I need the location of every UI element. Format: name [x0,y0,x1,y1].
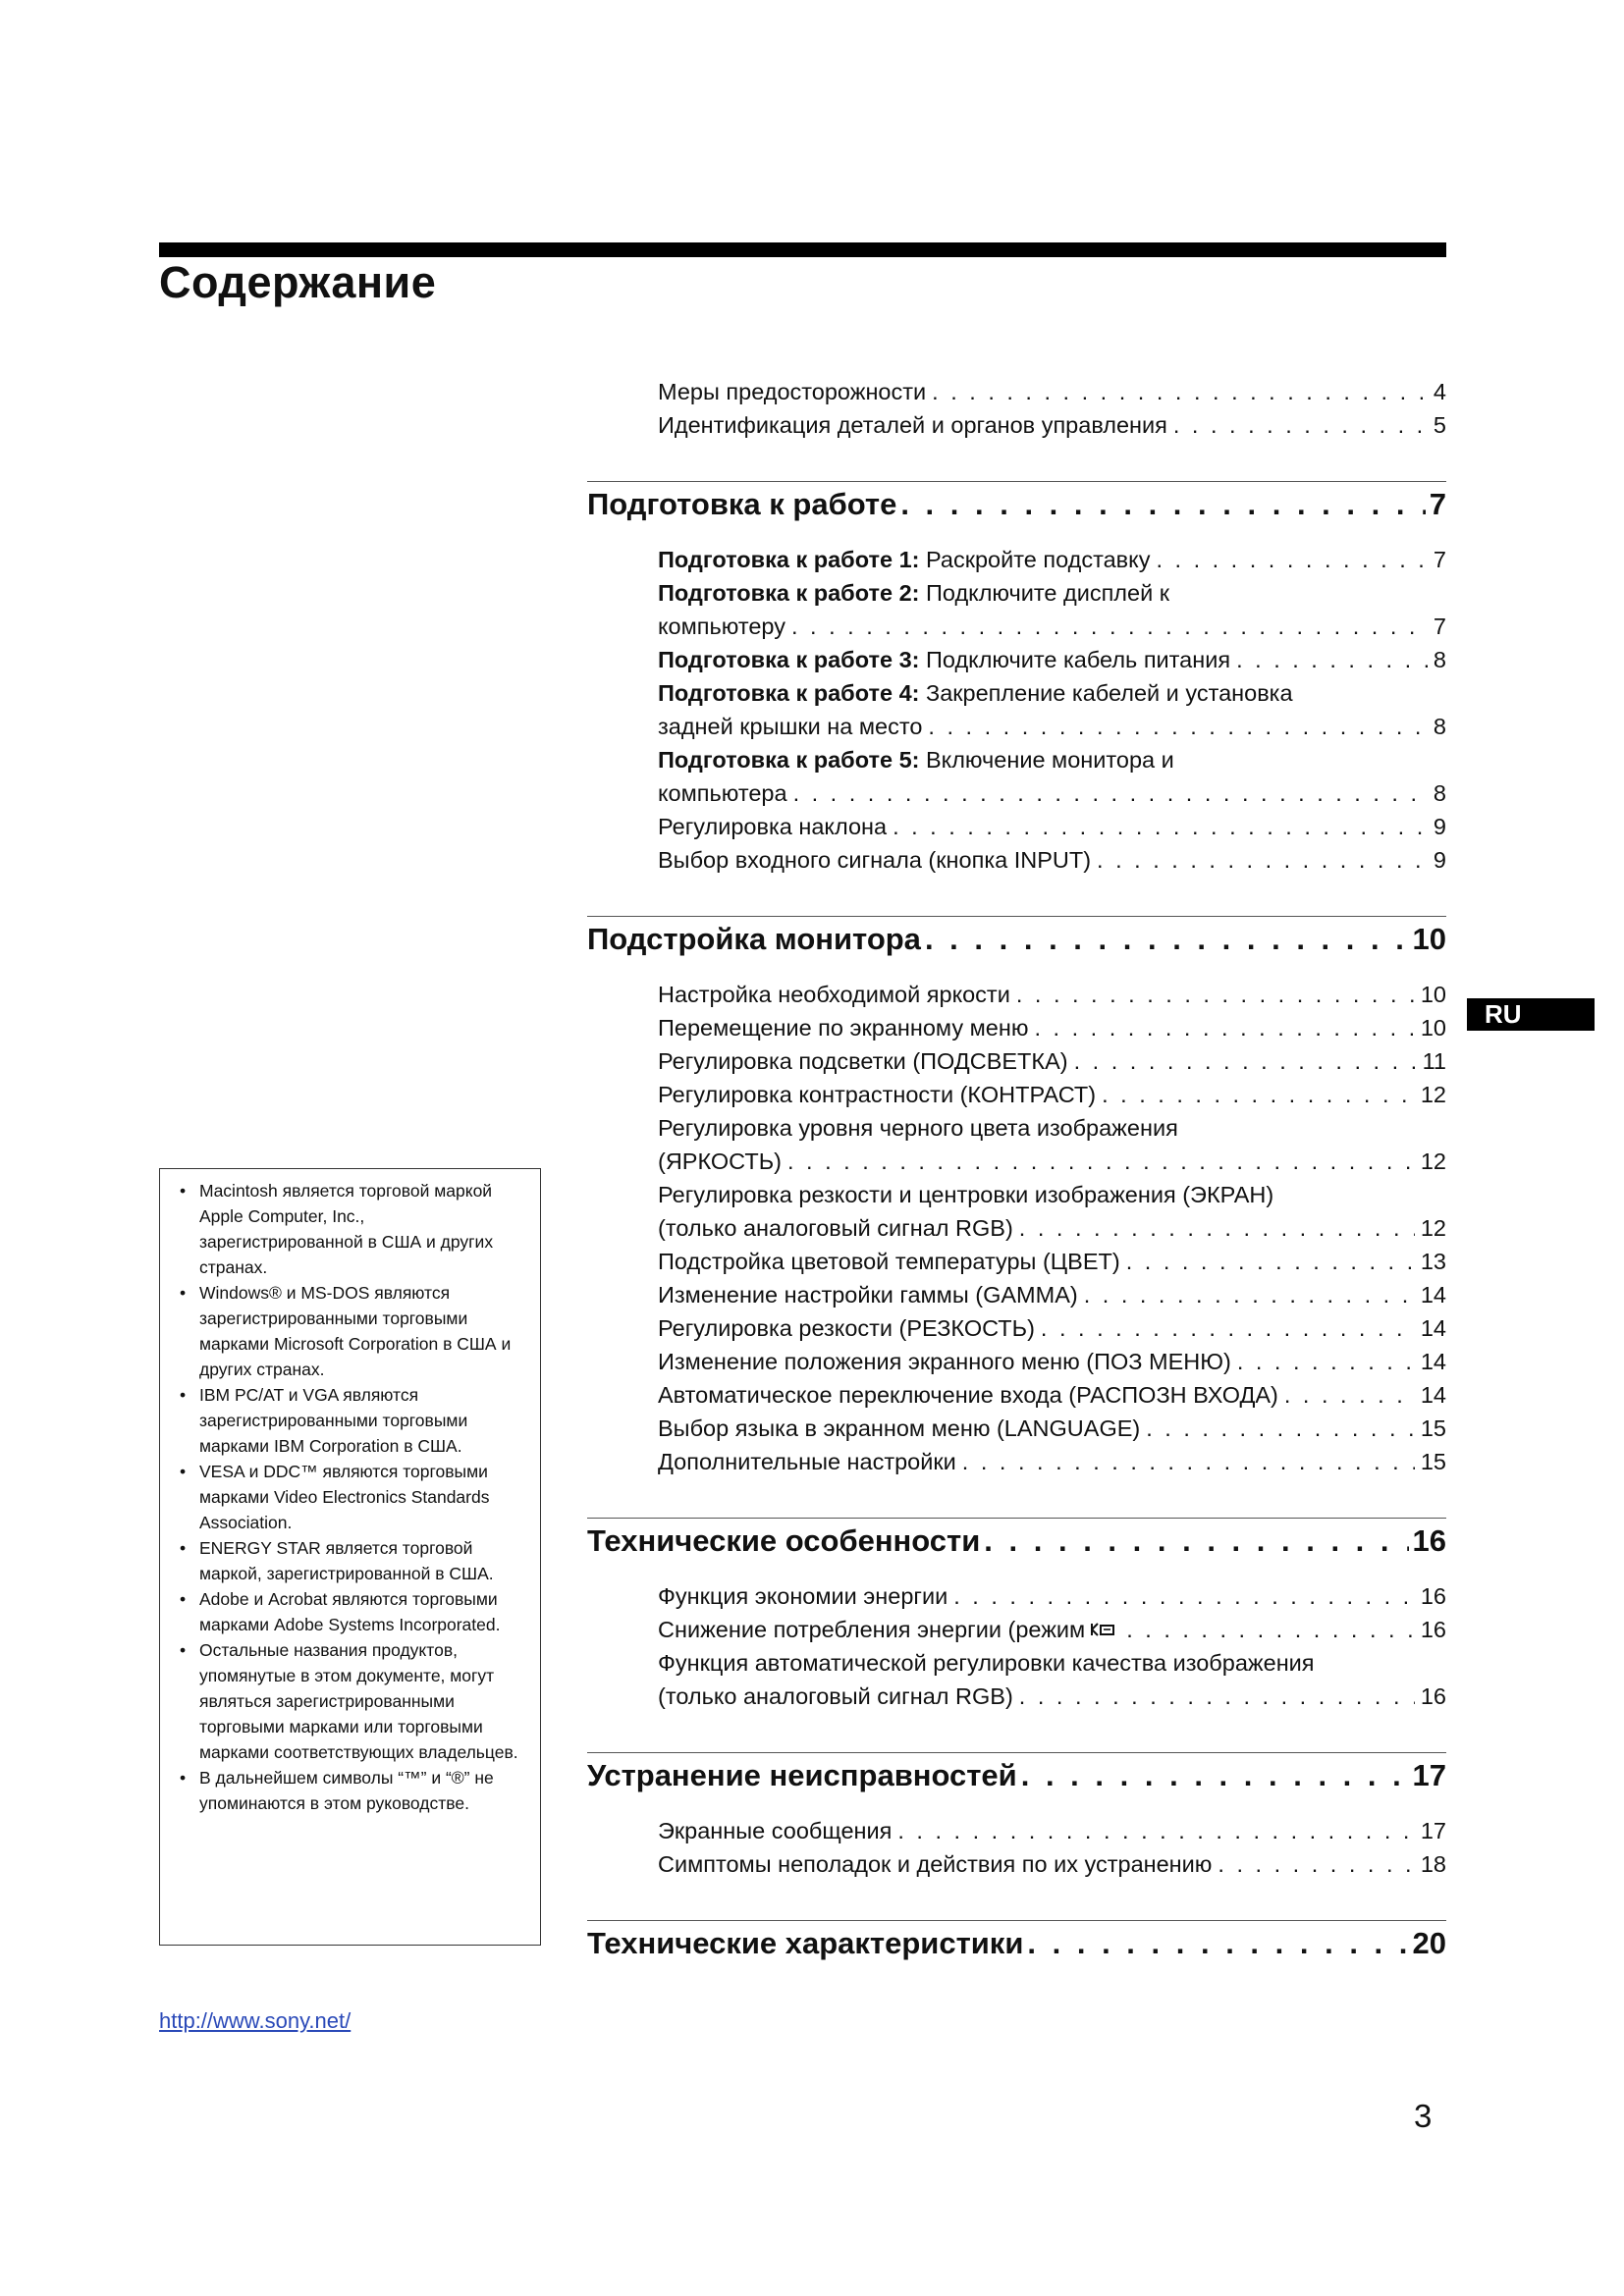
section-title: Устранение неисправностей [587,1758,1017,1792]
trademark-item: • Macintosh является торговой маркой Apple Computer, Inc., зарегистрированной в США и других странах. [174,1178,532,1280]
entry-text [658,1847,1212,1881]
section-page: 10 [1412,922,1446,956]
entry-text [658,1311,1035,1345]
trademark-item: • Windows® и MS-DOS являются зарегистрированными торговыми марками Microsoft Corporation в США и других странах. [174,1280,532,1382]
entry-page: 16 [1420,1617,1446,1642]
toc-entry[interactable] [658,543,1446,576]
toc-section-heading[interactable] [587,1518,1446,1562]
entry-title: Выбор входного сигнала (кнопка INPUT) [658,847,1092,873]
leader-dots [1019,1211,1415,1245]
entry-title-cont: (только аналоговый сигнал RGB) [658,1215,1013,1241]
toc-entry[interactable] [658,1814,1446,1847]
toc-entry[interactable] [658,1847,1446,1881]
leader-dots [1236,643,1428,676]
entry-page: 13 [1420,1249,1446,1274]
toc-section-heading[interactable] [587,916,1446,960]
toc-entry-intro-0[interactable] [658,375,1446,408]
section-spacer [587,1713,1446,1752]
toc-entry[interactable] [658,776,1446,810]
entry-text [658,375,926,408]
language-tab: RU [1467,998,1595,1031]
entry-step-label: Подготовка к работе 2: [658,580,920,606]
section-title: Технические особенности [587,1523,981,1558]
entry-title: Закрепление кабелей и установка [919,680,1293,706]
entry-title: Функция экономии энергии [658,1583,948,1609]
leader-dots [1156,543,1427,576]
toc-entry[interactable] [658,1078,1446,1111]
leader-dots [1284,1378,1415,1412]
entry-page: 8 [1433,714,1446,739]
trademark-item: • В дальнейшем символы “™” и “®” не упоминаются в этом руководстве. [174,1765,532,1816]
trademark-notice [159,1168,541,1946]
entry-page: 7 [1433,547,1446,572]
toc-entry[interactable] [658,643,1446,676]
leader-dots [1027,1923,1408,1964]
leader-dots [793,776,1428,810]
header-rule [159,242,1446,257]
toc-entry[interactable] [658,1011,1446,1044]
toc-entry[interactable] [658,610,1446,643]
leader-dots [1016,978,1415,1011]
entry-title: Дополнительные настройки [658,1449,956,1474]
entry-page: 16 [1420,1583,1446,1609]
toc-entry[interactable] [658,710,1446,743]
toc-entry-label [658,1111,1446,1145]
toc-entry[interactable] [658,1579,1446,1613]
entry-title: Регулировка резкости (РЕЗКОСТЬ) [658,1315,1035,1341]
leader-dots [1126,1613,1415,1646]
entry-page: 9 [1433,847,1446,873]
section-title: Подстройка монитора [587,922,921,956]
section-title: Технические характеристики [587,1926,1024,1960]
toc-entry-label [658,676,1446,710]
leader-dots [1173,408,1428,442]
section-spacer [587,877,1446,916]
leader-dots [1041,1311,1415,1345]
leader-dots [1218,1847,1414,1881]
leader-dots [1237,1345,1415,1378]
entry-text [658,543,1150,576]
leader-dots [893,810,1428,843]
toc-entry[interactable] [658,1613,1446,1646]
entry-page: 17 [1420,1818,1446,1843]
entry-title: Функция автоматической регулировки качества изображения [658,1650,1315,1676]
entry-text [658,1613,1120,1646]
entry-page: 10 [1420,1015,1446,1041]
trademark-list [174,1178,532,1816]
entry-step-label: Подготовка к работе 1: [658,547,920,572]
toc-entry[interactable] [658,1211,1446,1245]
toc-entry[interactable] [658,1345,1446,1378]
leader-dots [897,1814,1415,1847]
toc-section-heading[interactable] [587,481,1446,525]
entry-page: 9 [1433,814,1446,839]
leader-dots [1102,1078,1415,1111]
entry-page: 14 [1420,1349,1446,1374]
entry-page: 12 [1420,1215,1446,1241]
eco-mode-icon [1089,1615,1116,1634]
section-spacer [587,442,1446,481]
toc-section-heading[interactable] [587,1920,1446,1964]
leader-dots [953,1579,1415,1613]
entry-text [658,843,1091,877]
toc-entry[interactable] [658,810,1446,843]
entry-step-label: Подготовка к работе 5: [658,747,920,773]
leader-dots [984,1521,1408,1562]
entry-title: Выбор языка в экранном меню (LANGUAGE) [658,1415,1141,1441]
entry-page: 8 [1433,647,1446,672]
toc-entry-label [658,1178,1446,1211]
entry-title-cont: (только аналоговый сигнал RGB) [658,1683,1013,1709]
section-page: 7 [1429,487,1446,521]
entry-text [658,1814,892,1847]
entry-title: Снижение потребления энергии (режим [658,1617,1086,1642]
toc-entry-intro-1[interactable] [658,408,1446,442]
entry-page: 14 [1420,1315,1446,1341]
entry-text [658,1044,1068,1078]
entry-page: 12 [1420,1148,1446,1174]
toc-section-heading[interactable] [587,1752,1446,1796]
entry-text [658,1445,956,1478]
leader-dots [962,1445,1415,1478]
toc-entry[interactable] [658,1245,1446,1278]
table-of-contents [587,375,1446,1982]
trademark-item: • ENERGY STAR является торговой маркой, зарегистрированной в США. [174,1535,532,1586]
entry-title: Регулировка наклона [658,814,888,839]
leader-dots [928,710,1428,743]
entry-page: 11 [1422,1048,1446,1074]
entry-text [658,1378,1278,1412]
entry-page: 5 [1433,412,1446,438]
leader-dots [1126,1245,1415,1278]
entry-title-cont: компьютера [658,780,787,806]
entry-page: 12 [1420,1082,1446,1107]
entry-text [658,1345,1231,1378]
section-spacer [587,1881,1446,1920]
toc-entry[interactable] [658,1445,1446,1478]
entry-text [658,978,1010,1011]
entry-title: Экранные сообщения [658,1818,893,1843]
toc-entry-label [658,576,1446,610]
entry-title: Автоматическое переключение входа (РАСПОЗН ВХОДА) [658,1382,1278,1408]
sony-url-link[interactable]: http://www.sony.net/ [159,2008,352,2033]
trademark-item: • VESA и DDC™ являются торговыми марками Video Electronics Standards Association. [174,1459,532,1535]
trademark-item: • IBM PC/AT и VGA являются зарегистрированными торговыми марками IBM Corporation в США. [174,1382,532,1459]
toc-entry[interactable] [658,1278,1446,1311]
toc-entry[interactable] [658,1044,1446,1078]
entry-page: 14 [1420,1282,1446,1308]
entry-title: Регулировка подсветки (ПОДСВЕТКА) [658,1048,1068,1074]
entry-text [658,1579,947,1613]
entry-title: Изменение настройки гаммы (GAMMA) [658,1282,1078,1308]
toc-entry[interactable] [658,1412,1446,1445]
entry-text [658,1011,1028,1044]
leader-dots [1021,1755,1409,1796]
entry-title-cont: (ЯРКОСТЬ) [658,1148,782,1174]
entry-title: Идентификация деталей и органов управления [658,412,1167,438]
page-title: Содержание [159,257,437,307]
entry-title: Регулировка резкости и центровки изображения (ЭКРАН) [658,1182,1274,1207]
toc-entry[interactable] [658,1311,1446,1345]
toc-entry[interactable] [658,1680,1446,1713]
entry-page: 16 [1420,1683,1446,1709]
entry-title-cont: задней крышки на место [658,714,923,739]
entry-page: 10 [1420,982,1446,1007]
entry-step-label: Подготовка к работе 4: [658,680,920,706]
toc-entry[interactable] [658,978,1446,1011]
leader-dots [932,375,1428,408]
trademark-item: • Adobe и Acrobat являются торговыми марками Adobe Systems Incorporated. [174,1586,532,1637]
entry-title-cont: компьютеру [658,614,785,639]
entry-title: Регулировка контрастности (КОНТРАСТ) [658,1082,1097,1107]
entry-page: 7 [1433,614,1446,639]
entry-title: Раскройте подставку [919,547,1151,572]
toc-entry[interactable] [658,843,1446,877]
section-title: Подготовка к работе [587,487,897,521]
entry-page: 14 [1420,1382,1446,1408]
entry-title: Симптомы неполадок и действия по их устранению [658,1851,1213,1877]
entry-title: Перемещение по экранному меню [658,1015,1029,1041]
leader-dots [1074,1044,1417,1078]
entry-page: 15 [1420,1449,1446,1474]
leader-dots [791,610,1428,643]
entry-title: Изменение положения экранного меню (ПОЗ МЕНЮ) [658,1349,1231,1374]
entry-title: Подключите дисплей к [919,580,1170,606]
toc-entry-label [658,743,1446,776]
section-page: 16 [1412,1523,1446,1558]
entry-page: 18 [1420,1851,1446,1877]
entry-title: Включение монитора и [919,747,1174,773]
entry-text [658,1078,1096,1111]
entry-title: Регулировка уровня черного цвета изображения [658,1115,1178,1141]
trademark-item: • Остальные названия продуктов, упомянутые в этом документе, могут являться зарегистрированными торговыми марками или торговыми марками соответствующих владельцев. [174,1637,532,1765]
entry-title: Подстройка цветовой температуры (ЦВЕТ) [658,1249,1120,1274]
entry-text [658,643,1230,676]
entry-title: Подключите кабель питания [919,647,1231,672]
entry-text [658,1412,1140,1445]
leader-dots [925,919,1409,960]
entry-title: Меры предосторожности [658,379,927,404]
section-page: 20 [1412,1926,1446,1960]
leader-dots [1084,1278,1415,1311]
entry-title: Настройка необходимой яркости [658,982,1010,1007]
entry-text [658,1278,1078,1311]
leader-dots [787,1145,1415,1178]
entry-text [658,810,887,843]
page-number: 3 [1414,2098,1433,2134]
entry-text [658,408,1167,442]
section-page: 17 [1412,1758,1446,1792]
entry-page: 4 [1433,379,1446,404]
leader-dots [1146,1412,1415,1445]
entry-page: 15 [1420,1415,1446,1441]
leader-dots [1019,1680,1415,1713]
section-spacer [587,1478,1446,1518]
entry-page: 8 [1433,780,1446,806]
leader-dots [1034,1011,1414,1044]
entry-text [658,1245,1120,1278]
entry-step-label: Подготовка к работе 3: [658,647,920,672]
leader-dots [900,484,1425,525]
toc-entry-label [658,1646,1446,1680]
toc-entry[interactable] [658,1378,1446,1412]
leader-dots [1097,843,1428,877]
toc-entry[interactable] [658,1145,1446,1178]
